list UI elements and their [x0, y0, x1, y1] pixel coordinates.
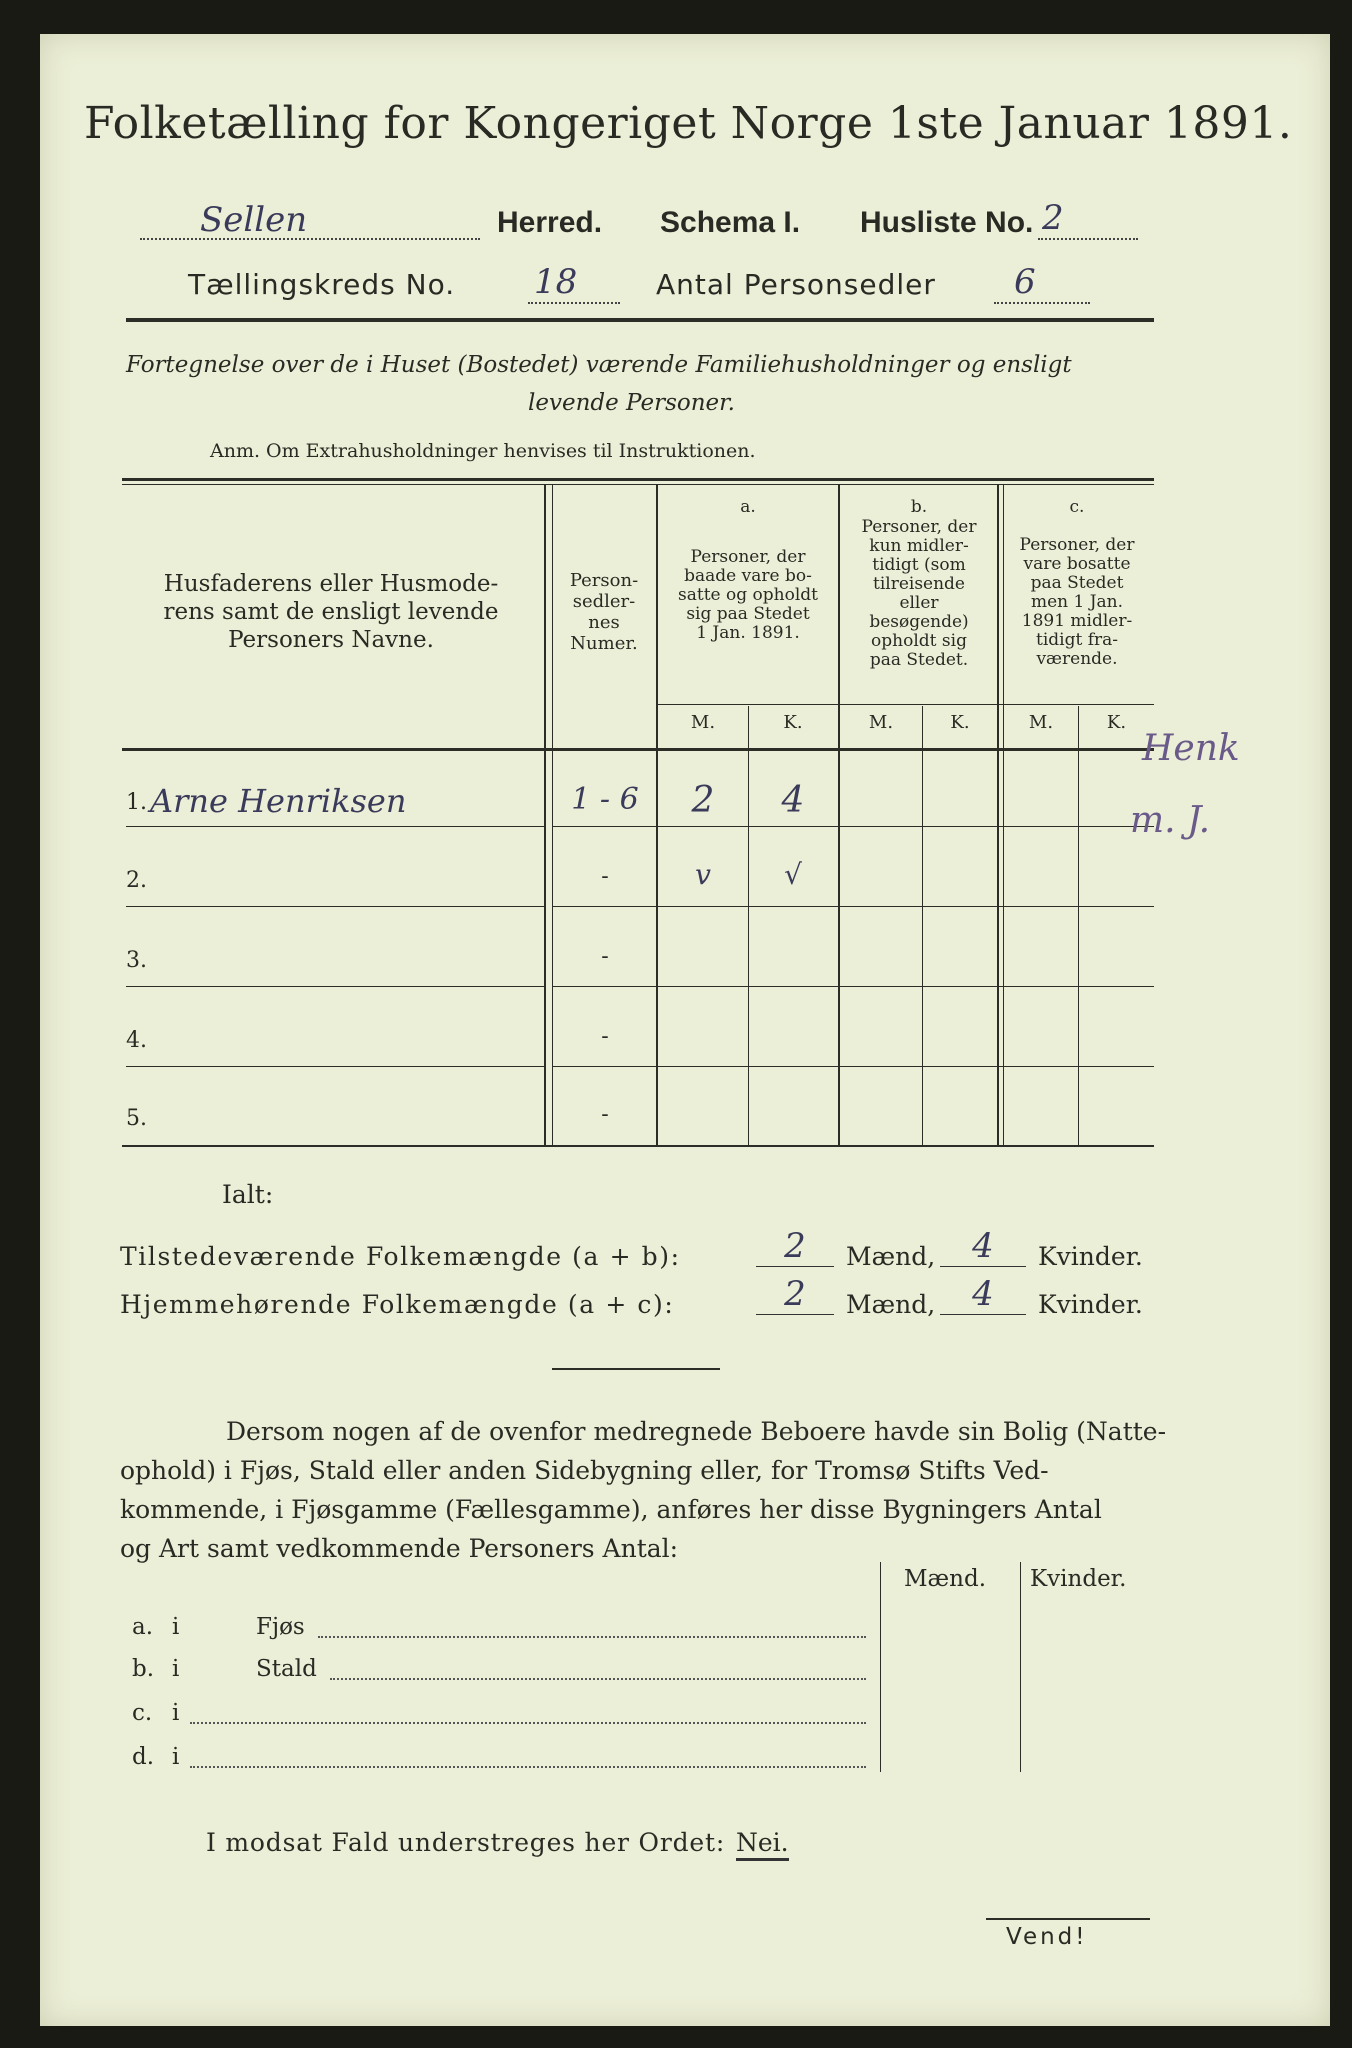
col-a-line: Personer, der	[690, 547, 806, 567]
building-row-a-dots	[318, 1636, 866, 1638]
col-num-line: nes	[588, 612, 620, 633]
nei-word: Nei.	[736, 1828, 789, 1861]
kreds-field	[528, 262, 620, 304]
row-2-am: v	[695, 858, 711, 891]
building-row-b-i: i	[172, 1656, 180, 1682]
col-a-line: baade vare bo-	[684, 566, 812, 586]
row-rule	[553, 1066, 1154, 1067]
building-row-b-dots	[330, 1678, 866, 1680]
col-c-letter: c.	[1069, 497, 1085, 517]
building-row-d-i: i	[172, 1744, 180, 1770]
tilst-kvinder: Kvinder.	[1038, 1242, 1143, 1271]
col-name-line: Husfaderens eller Husmode-	[163, 571, 499, 597]
col-b-k: K.	[950, 712, 970, 733]
row-2-ak: √	[784, 858, 802, 891]
col-a-k: K.	[783, 712, 803, 733]
tilst-k-line	[940, 1266, 1026, 1267]
hjem-kvinder: Kvinder.	[1038, 1290, 1143, 1319]
row-2-nr: -	[601, 864, 609, 889]
anm-note: Anm. Om Extrahusholdninger henvises til Instruktionen.	[210, 440, 756, 462]
row-rule	[553, 826, 1154, 827]
building-row-a-label: Fjøs	[256, 1614, 305, 1640]
table-top-rule	[122, 478, 1154, 481]
buildings-para-line: ophold) i Fjøs, Stald eller anden Sidebygning eller, for Tromsø Stifts Ved-	[120, 1456, 1049, 1485]
col-name-header	[126, 570, 536, 654]
row-1-num: 1.	[126, 790, 147, 815]
building-row-c-i: i	[172, 1700, 180, 1726]
hjem-k: 4	[972, 1274, 994, 1314]
col-num-line: Person-	[569, 570, 639, 591]
row-rule	[126, 986, 544, 987]
personsedler-value: 6	[1014, 262, 1036, 302]
row-rule	[553, 906, 1154, 907]
form-title: Folketælling for Kongeriget Norge 1ste Januar 1891.	[84, 98, 1293, 149]
husliste-field	[1038, 198, 1138, 240]
col-c-line: 1891 midler-	[1021, 611, 1133, 631]
col-num-header	[554, 570, 654, 654]
hjem-label: Hjemmehørende Folkemængde (a + c):	[120, 1290, 675, 1319]
col-a-line: 1 Jan. 1891.	[696, 623, 800, 643]
vline-1b	[552, 484, 553, 1146]
tilst-label: Tilstedeværende Folkemængde (a + b):	[120, 1242, 681, 1271]
building-row-a-letter: a.	[132, 1614, 154, 1640]
building-row-b-label: Stald	[256, 1656, 317, 1682]
buildings-para-line: og Art samt vedkommende Personers Antal:	[120, 1534, 679, 1563]
vline-b-mk	[922, 706, 923, 1146]
table-header-rule	[122, 748, 1154, 751]
col-name-line: rens samt de ensligt levende	[163, 599, 499, 625]
building-row-d-letter: d.	[132, 1744, 155, 1770]
tilst-m: 2	[784, 1226, 806, 1266]
vline-c-mk	[1078, 706, 1079, 1146]
col-name-line: Personers Navne.	[228, 627, 434, 653]
row-5-num: 5.	[126, 1106, 147, 1131]
hjem-m: 2	[784, 1274, 806, 1314]
col-c-line: Personer, der	[1019, 535, 1135, 555]
buildings-vline-1	[880, 1562, 881, 1772]
row-rule	[553, 986, 1154, 987]
building-row-b-letter: b.	[132, 1656, 155, 1682]
col-a-line: satte og opholdt	[678, 585, 818, 605]
col-a-letter: a.	[740, 497, 756, 517]
row-1-am: 2	[691, 780, 715, 821]
col-b-letter: b.	[910, 497, 928, 517]
row-2-num: 2.	[126, 868, 147, 893]
table-bottom-rule	[122, 1145, 1154, 1147]
row-1-ak: 4	[781, 780, 805, 821]
intro-line1: Fortegnelse over de i Huset (Bostedet) værende Familiehusholdninger og ensligt	[126, 352, 1072, 378]
husliste-label: Husliste No.	[860, 206, 1034, 239]
tilst-m-line	[756, 1266, 834, 1267]
margin-note-2: m. J.	[1130, 800, 1211, 841]
buildings-vline-2	[1020, 1562, 1021, 1772]
row-5-nr: -	[601, 1102, 609, 1127]
modsat-label: I modsat Fald understreges her Ordet:	[206, 1828, 726, 1857]
buildings-col-kvinder: Kvinder.	[1030, 1566, 1127, 1592]
vend-rule	[986, 1918, 1150, 1920]
col-c-line: tidigt fra-	[1035, 630, 1118, 650]
row-rule	[126, 826, 544, 827]
husliste-value: 2	[1042, 198, 1064, 238]
herred-value: Sellen	[200, 200, 308, 240]
row-1-nr: 1 - 6	[571, 782, 639, 817]
col-c-m: M.	[1028, 712, 1054, 733]
col-b-line: paa Stedet.	[869, 650, 969, 670]
vend-label: Vend!	[1006, 1924, 1088, 1950]
section-divider	[552, 1368, 720, 1370]
col-a-line: sig paa Stedet	[686, 604, 810, 624]
row-4-num: 4.	[126, 1028, 147, 1053]
row-4-nr: -	[601, 1024, 609, 1049]
hjem-m-line	[756, 1314, 834, 1315]
hjem-maend: Mænd,	[846, 1290, 936, 1319]
ialt-label: Ialt:	[222, 1180, 274, 1209]
row-rule	[126, 1066, 544, 1067]
tilst-maend: Mænd,	[846, 1242, 936, 1271]
vline-a-mk	[748, 706, 749, 1146]
col-c-line: værende.	[1036, 649, 1118, 669]
col-num-line: Numer.	[570, 633, 638, 654]
col-b-header	[842, 518, 996, 670]
buildings-para-line: kommende, i Fjøsgamme (Fællesgamme), anføres her disse Bygningers Antal	[120, 1495, 1102, 1524]
census-form-sheet	[40, 34, 1330, 2026]
col-b-line: tilreisende	[872, 574, 965, 594]
table-top-rule-thin	[122, 484, 1154, 485]
building-row-d-dots	[190, 1766, 866, 1768]
vline-2	[656, 484, 658, 1146]
vline-3	[838, 484, 840, 1146]
vline-4	[997, 484, 999, 1146]
col-b-line: tidigt (som	[872, 555, 966, 575]
tilst-k: 4	[972, 1226, 994, 1266]
vline-1	[544, 484, 546, 1146]
col-b-line: opholdt sig	[871, 631, 967, 651]
intro-line2: levende Personer.	[528, 390, 735, 416]
col-c-line: men 1 Jan.	[1030, 592, 1124, 612]
col-c-k: K.	[1106, 712, 1127, 733]
col-c-line: paa Stedet	[1030, 573, 1124, 593]
building-row-c-letter: c.	[132, 1700, 153, 1726]
col-b-m: M.	[868, 712, 894, 733]
col-b-line: besøgende)	[869, 612, 969, 632]
personsedler-label: Antal Personsedler	[656, 268, 936, 301]
building-row-c-dots	[190, 1722, 866, 1724]
hjem-k-line	[940, 1314, 1026, 1315]
building-row-a-i: i	[172, 1614, 180, 1640]
col-b-line: Personer, der	[861, 517, 977, 537]
row-rule	[126, 906, 544, 907]
kreds-value: 18	[534, 262, 578, 302]
margin-note-1: Henk	[1142, 728, 1240, 769]
buildings-col-maend: Mænd.	[904, 1566, 987, 1592]
col-num-line: sedler-	[572, 591, 636, 612]
col-c-line: vare bosatte	[1023, 554, 1131, 574]
schema-label: Schema I.	[660, 206, 801, 239]
herred-field	[140, 200, 480, 240]
col-b-line: kun midler-	[869, 536, 969, 556]
personsedler-field	[994, 262, 1090, 304]
col-a-m: M.	[690, 712, 716, 733]
buildings-paragraph	[120, 1412, 1167, 1568]
col-a-header	[660, 548, 836, 643]
kreds-label: Tællingskreds No.	[188, 268, 456, 301]
col-c-header	[1000, 536, 1154, 669]
row-1-name: Arne Henriksen	[150, 782, 407, 820]
row-3-num: 3.	[126, 948, 147, 973]
row-3-nr: -	[601, 944, 609, 969]
buildings-para-line: Dersom nogen af de ovenfor medregnede Beboere havde sin Bolig (Natte-	[226, 1417, 1167, 1446]
mk-header-rule	[656, 704, 1154, 705]
header-rule	[126, 318, 1154, 322]
col-b-line: eller	[899, 593, 939, 613]
herred-label: Herred.	[497, 206, 603, 239]
